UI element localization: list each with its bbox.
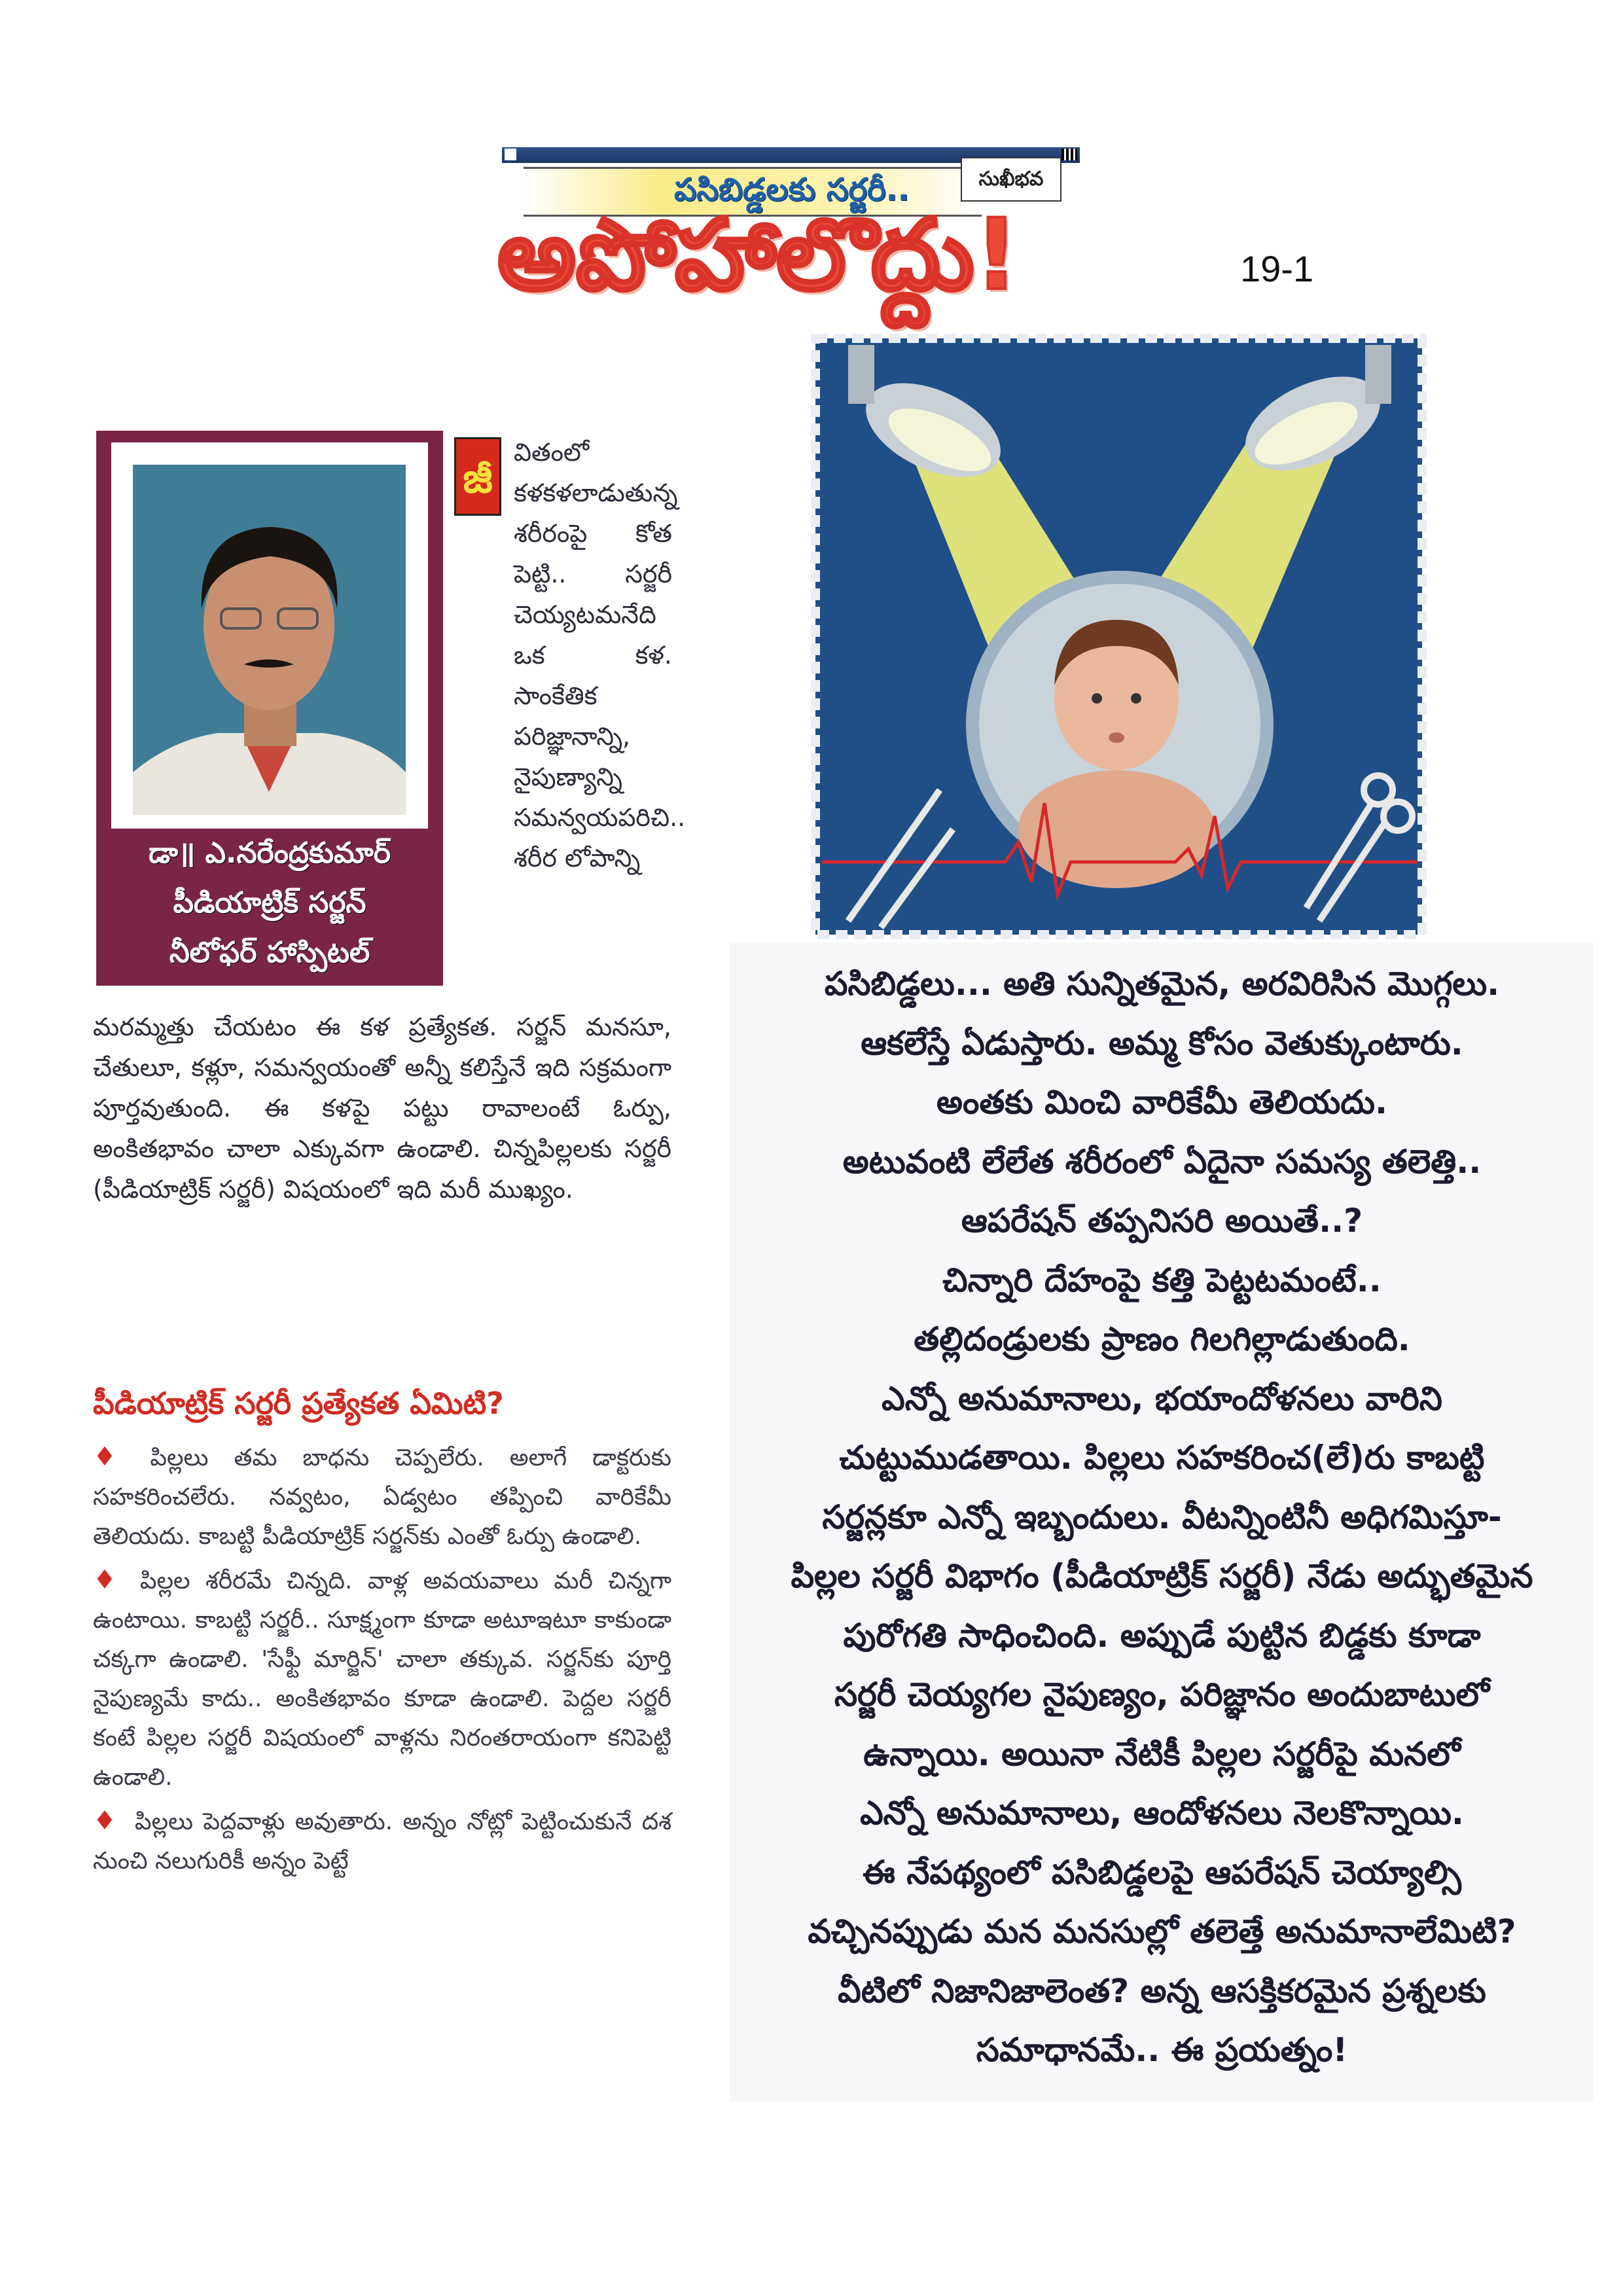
lead-line: సమాధానమే.. ఈ ప్రయత్నం! [976,2031,1348,2069]
diamond-bullet-icon: ♦ [93,1806,119,1836]
question-heading: పీడియాట్రిక్ సర్జరీ ప్రత్యేకత ఏమిటి? [93,1386,504,1421]
lead-line: ఎన్నో అనుమానాలు, ఆందోళనలు నెలకొన్నాయి. [860,1794,1464,1832]
author-designation: పీడియాట్రిక్ సర్జన్ [173,886,366,920]
lead-line: తల్లిదండ్రులకు ప్రాణం గిలగిల్లాడుతుంది. [914,1320,1410,1358]
lead-line: పిల్లల సర్జరీ విభాగం (పీడియాట్రిక్ సర్జరీ) నేడు అద్భుతమైన [791,1557,1533,1595]
lead-line: వీటిలో నిజానిజాలెంత? అన్న ఆసక్తికరమైన ప్రశ్నలకు [838,1971,1486,2010]
lead-line: వచ్చినప్పుడు మన మనసుల్లో తలెత్తే అనుమానాలేమిటి? [808,1912,1516,1950]
author-hospital: నీలోఫర్ హాస్పిటల్ [169,936,370,969]
lead-line: పురోగతి సాధించింది. అప్పుడే పుట్టిన బిడ్డకు కూడా [843,1616,1481,1655]
diamond-bullet-icon: ♦ [93,1565,124,1595]
main-title: అపోహాలొద్దు! [497,198,1019,312]
lead-line: సర్జన్లకూ ఎన్నో ఇబ్బందులు. వీటన్నింటినీ అధిగమిస్తూ- [822,1498,1502,1536]
bullet-item: ♦ పిల్లలు పెద్దవాళ్లు అవుతారు. అన్నం నోట్లో పెట్టించుకునే దశ నుంచి నలుగురికీ అన్నం పెట్టే [93,1806,672,1874]
lead-line: ఆకలేస్తే ఏడుస్తారు. అమ్మ కోసం వెతుక్కుంటారు. [861,1024,1463,1062]
intro-paragraph-wide: మరమ్మత్తు చేయటం ఈ కళ ప్రత్యేకత. సర్జన్ మనసూ, చేతులూ, కళ్లూ, సమన్వయంతో అన్నీ కలిస్తేనే ఇది సక్రమంగా పూర్తవుతుంది. ఈ కళపై పట్టు రావాలంటే ఓర్పు, అంకితభావం చాలా ఎక్కువగా ఉండాలి. చిన్నపిల్లలకు సర్జరీ (పీడియాట్రిక్ సర్జరీ) విషయంలో ఇది మరీ ముఖ్యం. [93,1013,671,1204]
author-name: డా॥ ఎ.నరేంద్రకుమార్ [149,836,391,870]
author-photo [133,465,406,815]
author-caption [96,826,443,986]
lead-line: ఆపరేషన్ తప్పనిసరి అయితే..? [961,1202,1363,1240]
lead-line: సర్జరీ చెయ్యగల నైపుణ్యం, పరిజ్ఞానం అందుబాటులో [834,1676,1490,1713]
bullet-list [93,1437,671,1885]
lead-line: ఎన్నో అనుమానాలు, భయాందోళనలు వారిని [882,1379,1442,1418]
bullet-item: ♦ పిల్లల శరీరమే చిన్నది. వాళ్ల అవయవాలు మరీ చిన్నగా ఉంటాయి. కాబట్టి సర్జరీ.. సూక్ష్మంగా కూడా అటూఇటూ కాకుండా చక్కగా ఉండాలి. 'సేఫ్టీ మార్జిన్' చాలా తక్కువ. సర్జన్‌కు పూర్తి నైపుణ్యమే కాదు.. అంకితభావం కూడా ఉండాలి. పెద్దల సర్జరీ కంటే పిల్లల సర్జరీ విషయంలో వాళ్లను నిరంతరాయంగా కనిపెట్టి ఉండాలి. [93,1565,671,1791]
lead-line: చిన్నారి దేహంపై కత్తి పెట్టటమంటే.. [942,1261,1382,1299]
lead-line: ఈ నేపథ్యంలో పసిబిడ్డలపై ఆపరేషన్ చెయ్యాల్సి [863,1853,1461,1892]
lead-line: చుట్టుముడతాయి. పిల్లలు సహకరించ(లే)రు కాబట్టి [839,1439,1485,1477]
intro-paragraph-narrow: వితంలో కళకళలాడుతున్న శరీరంపై కోత పెట్టి.. సర్జరీ చెయ్యటమనేది ఒక కళ. సాంకేతిక పరిజ్ఞానాన్ని, నైపుణ్యాన్ని సమన్వయపరిచి.. శరీర లోపాన్ని [514,438,686,872]
lead-line: ఉన్నాయి. అయినా నేటికీ పిల్లల సర్జరీపై మనలో [863,1734,1461,1773]
bullet-item: ♦ పిల్లలు తమ బాధను చెప్పలేరు. అలాగే డాక్టరుకు సహకరించలేరు. నవ్వటం, ఏడ్వటం తప్పించి వారికేమీ తెలియదు. కాబట్టి పీడియాట్రిక్ సర్జన్‌కు ఎంతో ఓర్పు ఉండాలి. [93,1442,671,1550]
diamond-bullet-icon: ♦ [93,1442,135,1472]
page-number: 19-1 [1240,248,1314,289]
hero-illustration [809,332,1429,941]
lead-line: పసిబిడ్డలు... అతి సున్నితమైన, అరవిరిసిన మొగ్గలు. [824,965,1500,1003]
kicker-headline: పసిబిడ్డలకు సర్జరీ.. [674,171,910,208]
lead-line: అంతకు మించి వారికేమీ తెలియదు. [936,1083,1387,1121]
lead-paragraph [738,954,1586,2080]
lead-line: అటువంటి లేలేత శరీరంలో ఏదైనా సమస్య తలెత్తి.. [842,1142,1482,1181]
section-tag: సుఖీభవ [961,157,1061,202]
drop-cap: జీ [454,437,501,516]
